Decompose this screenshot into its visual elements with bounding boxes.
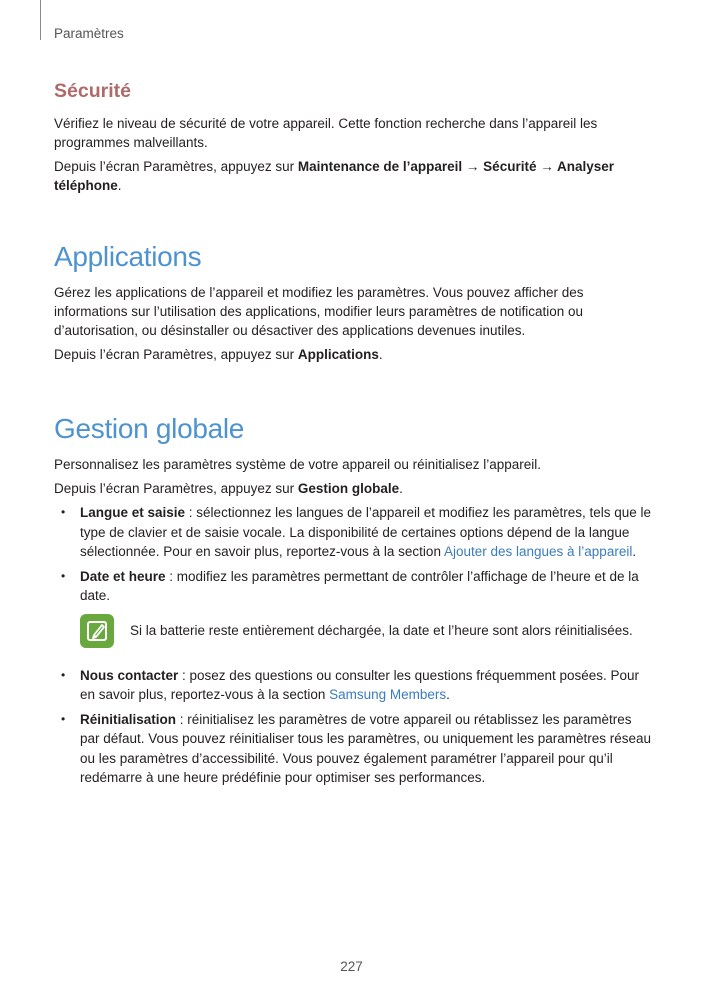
gestion-options-list-2 — [54, 666, 654, 788]
item-title: Date et heure — [80, 568, 166, 584]
gestion-options-list — [54, 503, 654, 606]
page-number: 227 — [340, 959, 363, 974]
item-title: Nous contacter — [80, 667, 179, 683]
list-item-date — [54, 567, 654, 606]
item-text: : modifiez les paramètres permettant de contrôler l’affichage de l’heure et de la date. — [80, 568, 639, 603]
list-item-contact — [54, 666, 654, 705]
list-item-langue — [54, 503, 654, 562]
security-heading: Sécurité — [54, 80, 131, 102]
applications-path — [54, 345, 654, 364]
note-box — [80, 614, 654, 648]
item-text-end: . — [446, 687, 450, 702]
item-text: : réinitialisez les paramètres de votre appareil ou rétablissez les paramètres par défaut. Vous pouvez réinitialiser tous les paramètres, ou uniquement les paramètres réseau ou les paramètres d’accessibilité. Vous pouvez également paramétrer l’appareil pour qu’il redémarre à une heure prédéfinie pour optimiser ses performances. — [80, 711, 652, 785]
header-rule — [40, 0, 41, 40]
gestion-path-menu: Gestion globale — [297, 481, 400, 496]
security-path — [54, 157, 654, 195]
applications-description: Gérez les applications de l’appareil et modifiez les paramètres. Vous pouvez afficher des informations sur l’utilisation des applications, modifier leurs paramètres de notification ou d’autorisation, ou désinstaller ou désactiver des applications devenues inutiles. — [54, 285, 584, 338]
gestion-description: Personnalisez les paramètres système de votre appareil ou réinitialisez l’appareil. — [54, 457, 541, 472]
security-path-prefix: Depuis l’écran Paramètres, appuyez sur — [54, 159, 298, 174]
page-content — [54, 80, 654, 793]
item-text-end: . — [632, 544, 637, 559]
bullet-dot-icon: • — [61, 505, 66, 519]
bullet-dot-icon: • — [61, 711, 66, 726]
note-text: Si la batterie reste entièrement déchargée, la date et l’heure sont alors réinitialisées. — [130, 623, 633, 638]
bullet-dot-icon: • — [61, 667, 66, 682]
list-item-reset — [54, 710, 654, 788]
item-title: Réinitialisation — [80, 711, 177, 727]
gestion-path-prefix: Depuis l’écran Paramètres, appuyez sur — [54, 481, 298, 496]
applications-path-suffix: . — [378, 347, 383, 362]
applications-path-menu: Applications — [297, 347, 379, 362]
gestion-heading: Gestion globale — [54, 413, 245, 444]
security-path-menu: Maintenance de l’appareil → Sécurité → Analyser téléphone — [54, 159, 614, 193]
security-path-suffix: . — [117, 178, 122, 193]
item-title: Langue et saisie — [80, 505, 186, 520]
pencil-note-icon — [80, 614, 114, 648]
applications-heading: Applications — [54, 241, 202, 272]
security-description: Vérifiez le niveau de sécurité de votre appareil. Cette fonction recherche dans l’appareil les programmes malveillants. — [54, 116, 598, 150]
gestion-path-suffix: . — [399, 481, 403, 496]
item-text: : posez des questions ou consulter les questions fréquemment posées. Pour en savoir plus, reportez-vous à la section — [80, 667, 640, 702]
item-text: : sélectionnez les langues de l’appareil et modifiez les paramètres, tels que le type de clavier et de saisie vocale. La disponibilité de certaines options dépend de la langue sélectionnée. Pour en savoir plus, reportez-vous à la section — [80, 505, 652, 559]
link-samsung-members[interactable]: Samsung Members — [329, 687, 447, 702]
running-header: Paramètres — [54, 26, 124, 41]
link-ajouter-langues[interactable]: Ajouter des langues à l’appareil — [443, 544, 633, 559]
bullet-dot-icon: • — [61, 568, 66, 583]
gestion-path — [54, 479, 654, 498]
applications-path-prefix: Depuis l’écran Paramètres, appuyez sur — [54, 347, 298, 362]
